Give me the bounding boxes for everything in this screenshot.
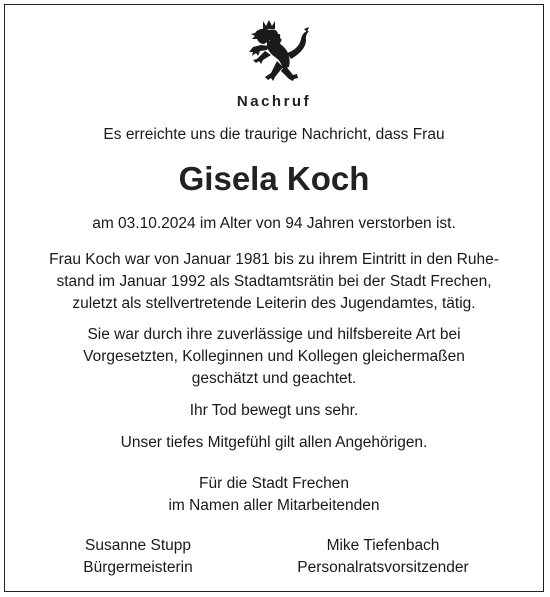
obituary-notice [4, 4, 544, 592]
signatory-name: Mike Tiefenbach [326, 537, 440, 554]
career-line: stand im Januar 1992 als Stadtamtsrätin bei der Stadt Frechen, [56, 273, 492, 290]
on-behalf-line: Für die Stadt Frechen [199, 475, 349, 492]
signatory-left [63, 536, 213, 578]
on-behalf-line: im Namen aller Mitarbeitenden [168, 497, 380, 514]
appreciation-line: Sie war durch ihre zuverlässige und hilfsbereite Art bei [87, 326, 461, 343]
signatory-name: Susanne Stupp [84, 537, 191, 554]
condolence-line: Unser tiefes Mitgefühl gilt allen Angehörigen. [120, 434, 428, 451]
appreciation-line: geschätzt und geachtet. [191, 370, 357, 387]
career-line: zuletzt als stellvertretende Leiterin des Jugendamtes, tätig. [72, 295, 476, 312]
signatory-title: Bürgermeisterin [83, 559, 193, 576]
death-line: am 03.10.2024 im Alter von 94 Jahren verstorben ist. [92, 215, 456, 232]
intro-line: Es erreichte uns die traurige Nachricht, dass Frau [103, 126, 445, 143]
sorrow-line: Ihr Tod bewegt uns sehr. [189, 402, 359, 419]
appreciation-line: Vorgesetzten, Kolleginnen und Kollegen gleichermaßen [83, 348, 465, 365]
deceased-name: Gisela Koch [178, 160, 370, 197]
signatory-right [283, 536, 483, 578]
signatory-title: Personalratsvorsitzender [297, 559, 469, 576]
heraldic-lion-icon [247, 19, 311, 91]
career-line: Frau Koch war von Januar 1981 bis zu ihrem Eintritt in den Ruhe- [49, 251, 499, 268]
notice-heading: Nachruf [236, 93, 312, 110]
